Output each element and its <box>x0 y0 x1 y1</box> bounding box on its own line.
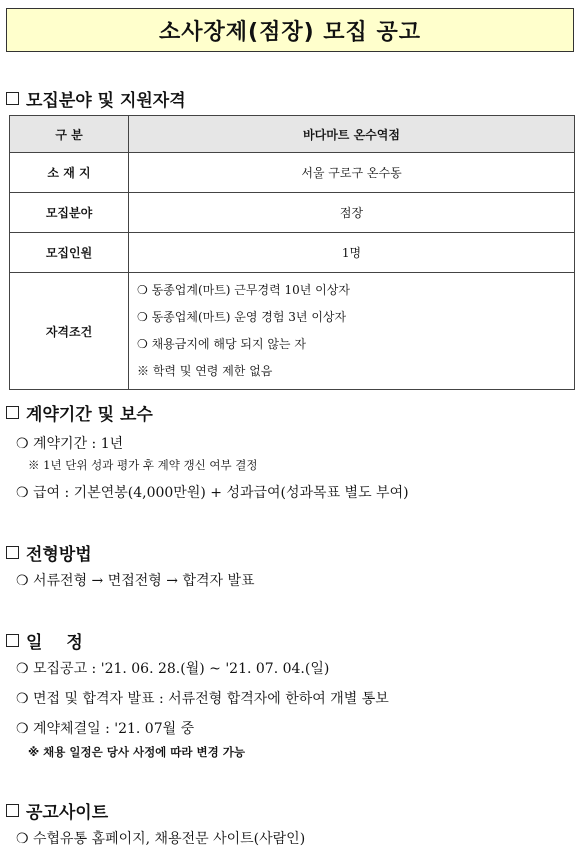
checkbox-square-icon <box>6 546 19 559</box>
recruitment-info-table <box>9 115 575 390</box>
schedule-item: ❍ 면접 및 합격자 발표 : 서류전형 합격자에 한하여 개별 통보 <box>16 691 389 707</box>
checkbox-square-icon <box>6 634 19 647</box>
row-label-headcount: 모집인원 <box>10 233 129 273</box>
page-title-text: 소사장제(점장) 모집 공고 <box>159 19 421 45</box>
contract-pay: ❍ 급여 : 기본연봉(4,000만원) + 성과급여(성과목표 별도 부여) <box>16 485 409 501</box>
row-value-headcount: 1명 <box>129 233 575 273</box>
table-row <box>10 153 575 193</box>
site-list: ❍ 수협유통 홈페이지, 채용전문 사이트(사람인) <box>16 831 306 847</box>
table-row <box>10 193 575 233</box>
table-row <box>10 233 575 273</box>
qualification-list <box>129 273 575 390</box>
section-heading-text: 모집분야 및 지원자격 <box>26 91 186 111</box>
section-heading-text: 계약기간 및 보수 <box>26 405 153 425</box>
contract-period: ❍ 계약기간 : 1년 <box>16 436 124 452</box>
table-header-label: 구 분 <box>10 116 129 153</box>
checkbox-square-icon <box>6 406 19 419</box>
checkbox-square-icon <box>6 92 19 105</box>
section-heading-schedule <box>6 628 92 653</box>
qualification-note: ※ 학력 및 연령 제한 없음 <box>137 364 273 378</box>
section-heading-text: 공고사이트 <box>26 803 109 823</box>
checkbox-square-icon <box>6 804 19 817</box>
section-heading-text: 전형방법 <box>26 545 92 565</box>
qualification-item: ❍ 동종업체(마트) 운영 경험 3년 이상자 <box>137 310 347 324</box>
qualification-item: ❍ 동종업계(마트) 근무경력 10년 이상자 <box>137 283 350 297</box>
section-heading-selection <box>6 540 92 565</box>
row-value-field: 점장 <box>129 193 575 233</box>
row-label-field: 모집분야 <box>10 193 129 233</box>
page-title <box>6 8 574 52</box>
selection-process: ❍ 서류전형 → 면접전형 → 합격자 발표 <box>16 573 255 589</box>
section-heading-qualifications <box>6 86 186 111</box>
table-row-qualifications <box>10 273 575 390</box>
row-label-qualifications: 자격조건 <box>10 273 129 390</box>
row-label-location: 소 재 지 <box>10 153 129 193</box>
schedule-note: ※ 채용 일정은 당사 사정에 따라 변경 가능 <box>28 745 245 759</box>
section-heading-text: 일 정 <box>26 633 92 653</box>
table-header-row <box>10 116 575 153</box>
qualification-item: ❍ 채용금지에 해당 되지 않는 자 <box>137 337 306 351</box>
section-heading-site <box>6 798 108 823</box>
schedule-item: ❍ 모집공고 : '21. 06. 28.(월) ~ '21. 07. 04.(일) <box>16 661 330 677</box>
section-heading-contract <box>6 400 153 425</box>
schedule-item: ❍ 계약체결일 : '21. 07월 중 <box>16 721 195 737</box>
contract-period-note: ※ 1년 단위 성과 평가 후 계약 갱신 여부 결정 <box>28 458 258 472</box>
table-header-value: 바다마트 온수역점 <box>129 116 575 153</box>
row-value-location: 서울 구로구 온수동 <box>129 153 575 193</box>
